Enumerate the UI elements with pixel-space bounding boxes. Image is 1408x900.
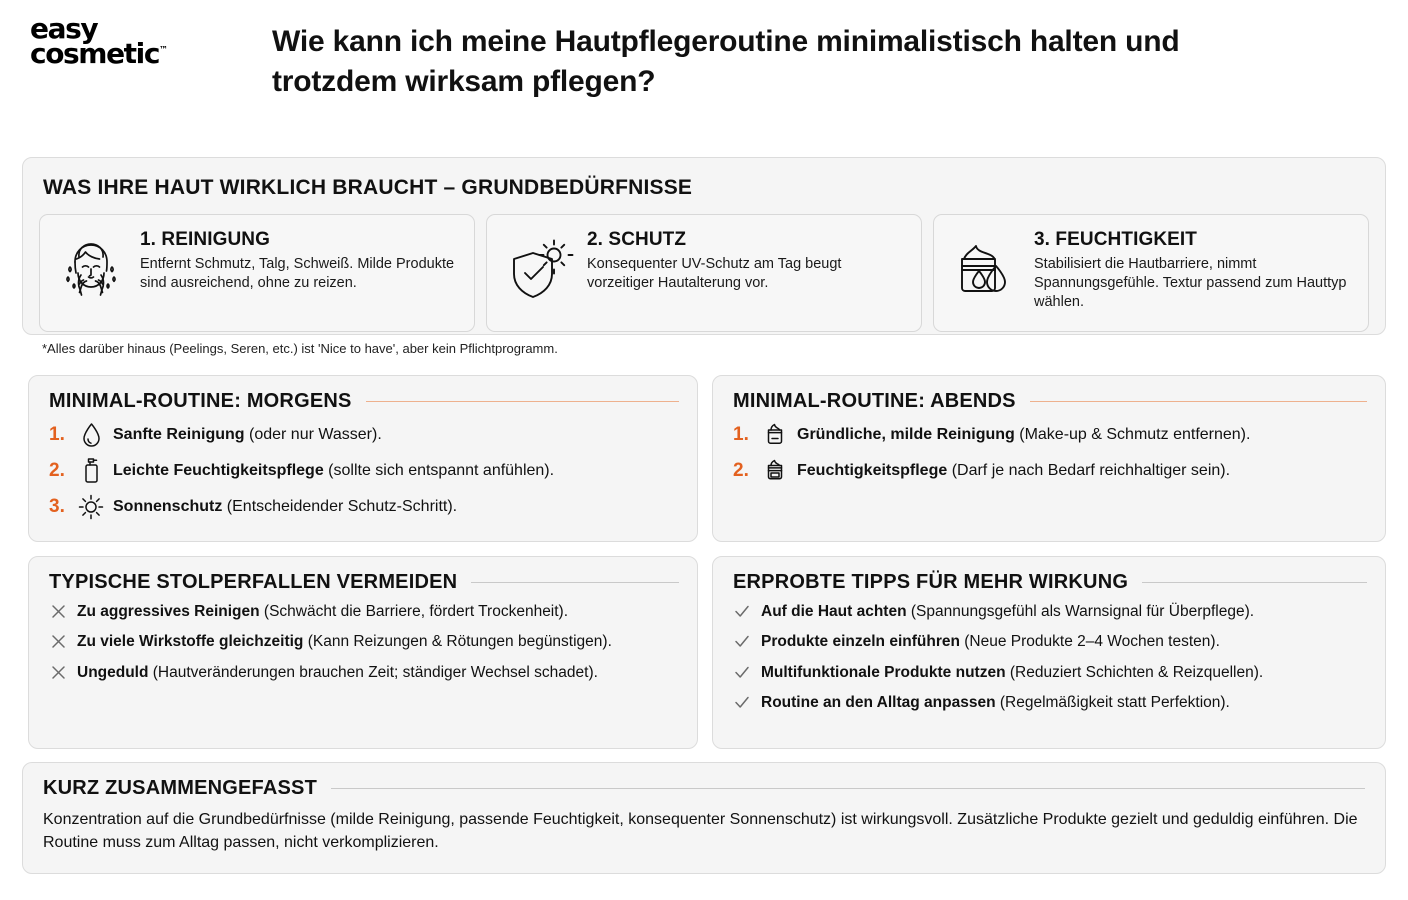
pitfall-text-bold: Zu aggressives Reinigen	[77, 603, 260, 620]
step-text-rest: (oder nur Wasser).	[244, 426, 382, 443]
foam-cleanser-icon	[761, 422, 789, 448]
step-text-bold: Feuchtigkeitspflege	[797, 462, 948, 479]
summary-panel	[22, 762, 1386, 874]
need-card-moisture	[933, 214, 1369, 332]
tip-text-rest: (Reduziert Schichten & Reizquellen).	[1005, 663, 1264, 681]
cross-icon	[49, 632, 67, 649]
summary-text: Konzentration auf die Grundbedürfnisse (milde Reinigung, passende Feuchtigkeit, konsequenter Sonnenschutz) ist wirkungsvoll. Zusätzliche Produkte gezielt und geduldig einführen. Die Routine muss zum Alltag passen, nicht verkomplizieren.	[43, 811, 1358, 851]
tips-panel	[712, 556, 1386, 749]
brand-logo-line1: easy	[30, 12, 98, 45]
tip-text	[761, 602, 1254, 621]
pitfall-text-rest: (Hautveränderungen brauchen Zeit; ständiger Wechsel schadet).	[148, 663, 598, 681]
step-text	[797, 425, 1250, 445]
pitfall-text	[77, 663, 598, 682]
summary-header	[43, 777, 1365, 800]
step-text-rest: (Entscheidender Schutz-Schritt).	[222, 498, 458, 515]
step-text	[797, 461, 1230, 481]
need-card-heading: 1. REINIGUNG	[140, 229, 270, 250]
page-header	[0, 0, 1408, 120]
step-text	[113, 425, 382, 445]
step-text	[113, 461, 554, 481]
tip-text-bold: Routine an den Alltag anpassen	[761, 694, 996, 712]
pitfalls-title: TYPISCHE STOLPERFALLEN VERMEIDEN	[49, 571, 458, 593]
step-text-bold: Sonnenschutz	[113, 498, 223, 515]
pitfall-text-bold: Zu viele Wirkstoffe gleichzeitig	[77, 633, 304, 651]
brand-logo-line2: cosmetic™	[30, 37, 169, 71]
tip-text	[761, 632, 1220, 651]
pump-bottle-icon	[77, 457, 105, 485]
check-icon	[733, 632, 751, 649]
evening-routine-panel	[712, 375, 1386, 542]
brand-logo	[0, 12, 272, 71]
tip-text-rest: (Neue Produkte 2–4 Wochen testen).	[959, 633, 1220, 651]
need-card-text: Entfernt Schmutz, Talg, Schweiß. Milde Produkte sind ausreichend, ohne zu reizen.	[140, 256, 455, 291]
pitfall-text-bold: Ungeduld	[77, 663, 149, 681]
tips-header	[733, 571, 1367, 594]
pitfall-text-rest: (Kann Reizungen & Rötungen begünstigen).	[303, 633, 612, 651]
tip-text-bold: Multifunktionale Produkte nutzen	[761, 663, 1006, 681]
pitfall-text-rest: (Schwächt die Barriere, fördert Trockenheit).	[259, 603, 569, 620]
list-item	[733, 663, 1367, 682]
list-item	[49, 455, 679, 487]
basic-needs-card-row	[39, 214, 1369, 332]
list-item	[733, 602, 1367, 621]
step-text-bold: Gründliche, milde Reinigung	[797, 426, 1015, 443]
pitfalls-panel	[28, 556, 698, 749]
heading-rule	[366, 401, 679, 402]
needs-footnote: *Alles darüber hinaus (Peelings, Seren, etc.) ist 'Nice to have', aber kein Pflichtprogramm.	[42, 341, 558, 356]
need-card-text: Konsequenter UV-Schutz am Tag beugt vorzeitiger Hautalterung vor.	[587, 256, 842, 291]
cross-icon	[49, 663, 67, 680]
summary-title: KURZ ZUSAMMENGEFASST	[43, 777, 317, 799]
need-card-text: Stabilisiert die Hautbarriere, nimmt Spannungsgefühle. Textur passend zum Hauttyp wählen.	[1034, 256, 1347, 310]
need-card-cleansing	[39, 214, 475, 332]
tip-text-rest: (Spannungsgefühl als Warnsignal für Überpflege).	[906, 603, 1255, 620]
list-item	[733, 419, 1367, 451]
step-text	[113, 497, 457, 517]
list-item	[49, 632, 679, 651]
pitfall-text	[77, 602, 568, 621]
tip-text	[761, 693, 1230, 712]
step-number: 3.	[49, 496, 65, 517]
cream-jar-droplets-icon	[946, 227, 1024, 307]
tips-title: ERPROBTE TIPPS FÜR MEHR WIRKUNG	[733, 571, 1129, 593]
pitfalls-list	[49, 602, 679, 682]
tip-text-rest: (Regelmäßigkeit statt Perfektion).	[995, 694, 1230, 712]
pitfall-text	[77, 632, 612, 651]
step-text-rest: (sollte sich entspannt anfühlen).	[323, 462, 555, 479]
list-item	[49, 602, 679, 621]
list-item	[49, 491, 679, 523]
tips-list	[733, 602, 1367, 713]
list-item	[733, 632, 1367, 651]
tip-text	[761, 663, 1263, 682]
list-item	[733, 455, 1367, 487]
check-icon	[733, 663, 751, 680]
evening-step-list	[733, 419, 1367, 487]
heading-rule	[331, 788, 1365, 789]
shield-check-sun-icon	[499, 227, 577, 307]
pitfalls-header	[49, 571, 679, 594]
tip-text-bold: Auf die Haut achten	[761, 603, 907, 620]
evening-routine-title: MINIMAL-ROUTINE: ABENDS	[733, 390, 1016, 412]
step-text-bold: Sanfte Reinigung	[113, 426, 245, 443]
basic-needs-title: WAS IHRE HAUT WIRKLICH BRAUCHT – GRUNDBEDÜRFNISSE	[43, 176, 693, 199]
need-card-protection	[486, 214, 922, 332]
step-number: 1.	[49, 424, 65, 445]
morning-routine-title: MINIMAL-ROUTINE: MORGENS	[49, 390, 352, 412]
list-item	[733, 693, 1367, 712]
heading-rule	[471, 582, 679, 583]
heading-rule	[1030, 401, 1367, 402]
step-number: 2.	[49, 460, 65, 481]
morning-routine-panel	[28, 375, 698, 542]
step-number: 1.	[733, 424, 749, 445]
morning-step-list	[49, 419, 679, 523]
step-number: 2.	[733, 460, 749, 481]
step-text-bold: Leichte Feuchtigkeitspflege	[113, 462, 324, 479]
check-icon	[733, 602, 751, 619]
brand-trademark: ™	[159, 45, 169, 56]
need-card-heading: 2. SCHUTZ	[587, 229, 687, 250]
need-card-heading: 3. FEUCHTIGKEIT	[1034, 229, 1198, 250]
basic-needs-section	[22, 157, 1386, 335]
step-text-rest: (Darf je nach Bedarf reichhaltiger sein).	[947, 462, 1231, 479]
morning-routine-header	[49, 390, 679, 413]
cream-jar-icon	[761, 458, 789, 484]
face-washing-icon	[52, 227, 130, 307]
page-title: Wie kann ich meine Hautpflegeroutine minimalistisch halten und trotzdem wirksam pflegen?	[272, 25, 1180, 98]
list-item	[49, 663, 679, 682]
step-text-rest: (Make-up & Schmutz entfernen).	[1014, 426, 1251, 443]
heading-rule	[1142, 582, 1367, 583]
water-drop-icon	[77, 422, 105, 448]
evening-routine-header	[733, 390, 1367, 413]
sun-icon	[77, 494, 105, 520]
list-item	[49, 419, 679, 451]
check-icon	[733, 693, 751, 710]
tip-text-bold: Produkte einzeln einführen	[761, 633, 960, 651]
cross-icon	[49, 602, 67, 619]
